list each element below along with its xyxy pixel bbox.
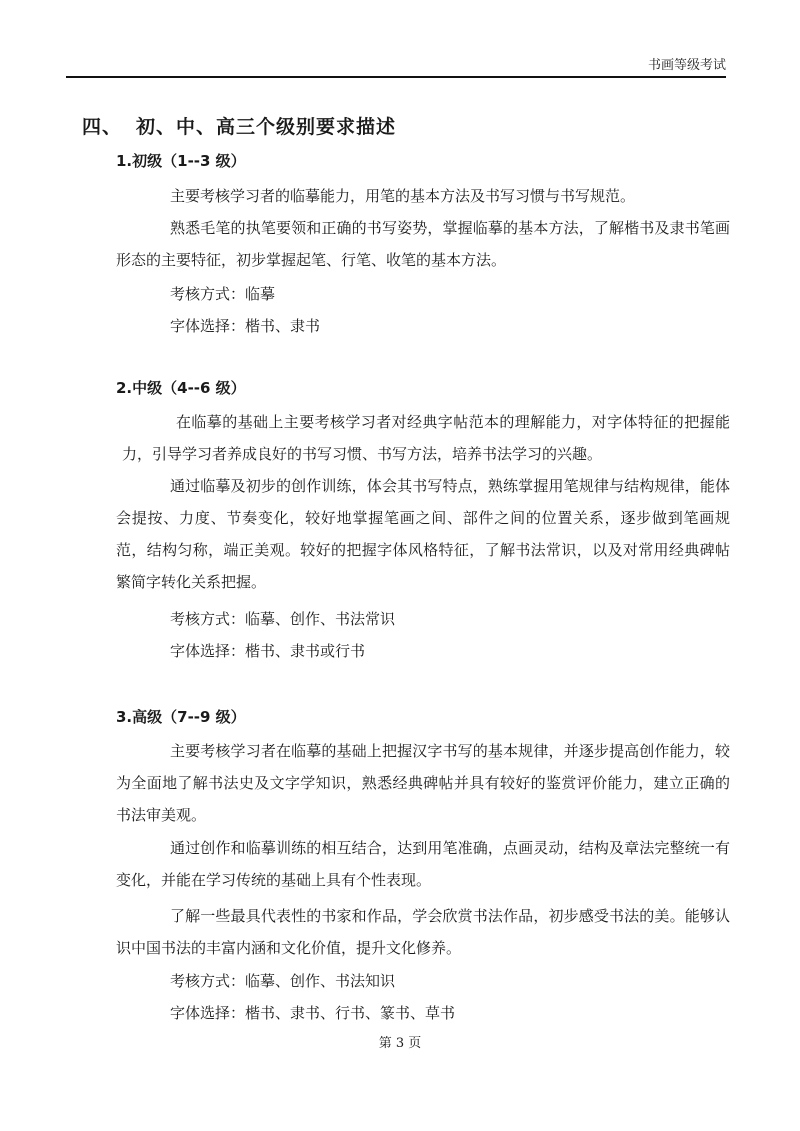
- level-title-beginner: 1.初级（1--3 级）: [116, 152, 246, 170]
- header-title: 书画等级考试: [647, 58, 726, 73]
- level-title-intermediate: 2.中级（4--6 级）: [116, 379, 246, 397]
- font-choice: 字体选择：楷书、隶书: [170, 317, 321, 335]
- exam-method: 考核方式：临摹: [170, 285, 276, 303]
- page-header: [66, 52, 726, 76]
- paragraph: 主要考核学习者的临摹能力，用笔的基本方法及书写习惯与书写规范。: [170, 187, 636, 205]
- paragraph: 了解一些最具代表性的书家和作品，学会欣赏书法作品，初步感受书法的美。能够认识中国书法的丰富内涵和文化价值，提升文化修养。: [116, 907, 730, 957]
- paragraph: 通过创作和临摹训练的相互结合，达到用笔准确，点画灵动，结构及章法完整统一有变化，并能在学习传统的基础上具有个性表现。: [116, 839, 730, 889]
- paragraph: 熟悉毛笔的执笔要领和正确的书写姿势，掌握临摹的基本方法，了解楷书及隶书笔画形态的主要特征，初步掌握起笔、行笔、收笔的基本方法。: [116, 219, 730, 269]
- paragraph: 通过临摹及初步的创作训练，体会其书写特点，熟练掌握用笔规律与结构规律，能体会提按、力度、节奏变化，较好地掌握笔画之间、部件之间的位置关系，逐步做到笔画规范，结构匀称，端正美观。较好的把握字体风格特征，了解书法常识，以及对常用经典碑帖繁简字转化关系把握。: [116, 477, 730, 591]
- header-rule: [66, 76, 726, 78]
- font-choice: 字体选择：楷书、隶书、行书、篆书、草书: [170, 1004, 456, 1022]
- section-heading: [82, 112, 396, 139]
- level-title-advanced: 3.高级（7--9 级）: [116, 708, 246, 726]
- exam-method: 考核方式：临摹、创作、书法常识: [170, 610, 396, 628]
- heading-text: 初、中、高三个级别要求描述: [136, 116, 397, 138]
- paragraph: 主要考核学习者在临摹的基础上把握汉字书写的基本规律，并逐步提高创作能力，较为全面地了解书法史及文字学知识，熟悉经典碑帖并具有较好的鉴赏评价能力，建立正确的书法审美观。: [116, 742, 730, 824]
- heading-number: 四、: [82, 116, 123, 138]
- page-number: 第 3 页: [378, 1036, 422, 1051]
- exam-method: 考核方式：临摹、创作、书法知识: [170, 972, 396, 990]
- font-choice: 字体选择：楷书、隶书或行书: [170, 642, 366, 660]
- paragraph: 在临摹的基础上主要考核学习者对经典字帖范本的理解能力，对字体特征的把握能力，引导学习者养成良好的书写习惯、书写方法，培养书法学习的兴趣。: [122, 413, 730, 463]
